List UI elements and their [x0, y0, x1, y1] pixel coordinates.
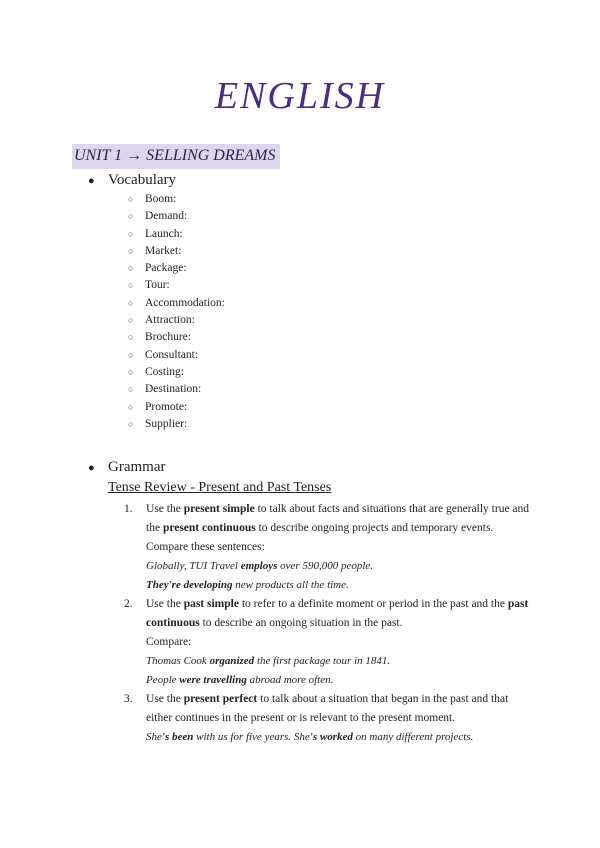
list-item: ○ Market: — [128, 243, 225, 260]
list-item: ○ Launch: — [128, 226, 225, 243]
grammar-label: Grammar — [108, 459, 166, 475]
vocabulary-list — [128, 191, 225, 433]
example-sentence: She's been with us for five years. She's worked on many different projects. — [146, 731, 474, 743]
bullet-circle-icon: ○ — [128, 211, 134, 222]
example-sentence: Globally, TUI Travel employs over 590,000 people. — [146, 560, 374, 572]
page-title: ENGLISH — [214, 75, 386, 117]
bullet-circle-icon: ○ — [128, 263, 134, 274]
list-item: 2. Use the past simple to refer to a definite moment or period in the past and the past continuous to describe an ongoing situation in the past. Compare: Thomas Cook organized the first package tour in 1841. People were travelling abroad more often. — [124, 595, 534, 690]
list-item: ○ Attraction: — [128, 312, 225, 329]
list-item: ○ Tour: — [128, 277, 225, 294]
list-item: ○ Demand: — [128, 208, 225, 225]
vocabulary-label: Vocabulary — [108, 172, 177, 188]
bullet-disc-icon: ● — [88, 462, 95, 474]
vocabulary-heading — [88, 170, 176, 191]
list-item: ○ Promote: — [128, 399, 225, 416]
example-sentence: People were travelling abroad more often. — [146, 674, 334, 686]
bullet-circle-icon: ○ — [128, 332, 134, 343]
list-item: ○ Brochure: — [128, 329, 225, 346]
list-item: ○ Costing: — [128, 364, 225, 381]
bullet-circle-icon: ○ — [128, 418, 134, 429]
grammar-heading — [88, 457, 165, 478]
bullet-circle-icon: ○ — [128, 228, 134, 239]
bullet-circle-icon: ○ — [128, 280, 134, 291]
list-item: ○ Package: — [128, 260, 225, 277]
list-item: 3. Use the present perfect to talk about a situation that began in the past and that either continues in the present or is relevant to the present moment. She's been with us for five years. She's worked on many different projects. — [124, 690, 534, 747]
bullet-circle-icon: ○ — [128, 366, 134, 377]
list-item: ○ Consultant: — [128, 347, 225, 364]
list-item: 1. Use the present simple to talk about facts and situations that are generally true and the present continuous to describe ongoing projects and temporary events. Compare these sentences: Globally, TUI Travel employs over 590,000 people. They're developing new products all the time. — [124, 500, 534, 595]
grammar-subheading: Tense Review - Present and Past Tenses — [108, 480, 332, 495]
bullet-circle-icon: ○ — [128, 245, 134, 256]
bullet-disc-icon: ● — [88, 175, 95, 187]
example-sentence: Thomas Cook organized the first package tour in 1841. — [146, 655, 391, 667]
bullet-circle-icon: ○ — [128, 401, 134, 412]
list-item: ○ Destination: — [128, 381, 225, 398]
bullet-circle-icon: ○ — [128, 297, 134, 308]
list-item: ○ Boom: — [128, 191, 225, 208]
bullet-circle-icon: ○ — [128, 194, 134, 204]
bullet-circle-icon: ○ — [128, 349, 134, 360]
list-item: ○ Accommodation: — [128, 295, 225, 312]
example-sentence: They're developing new products all the time. — [146, 579, 349, 591]
grammar-list — [124, 500, 534, 747]
bullet-circle-icon: ○ — [128, 384, 134, 395]
bullet-circle-icon: ○ — [128, 315, 134, 326]
unit-heading: UNIT 1 → SELLING DREAMS — [72, 144, 280, 169]
list-item: ○ Supplier: — [128, 416, 225, 433]
